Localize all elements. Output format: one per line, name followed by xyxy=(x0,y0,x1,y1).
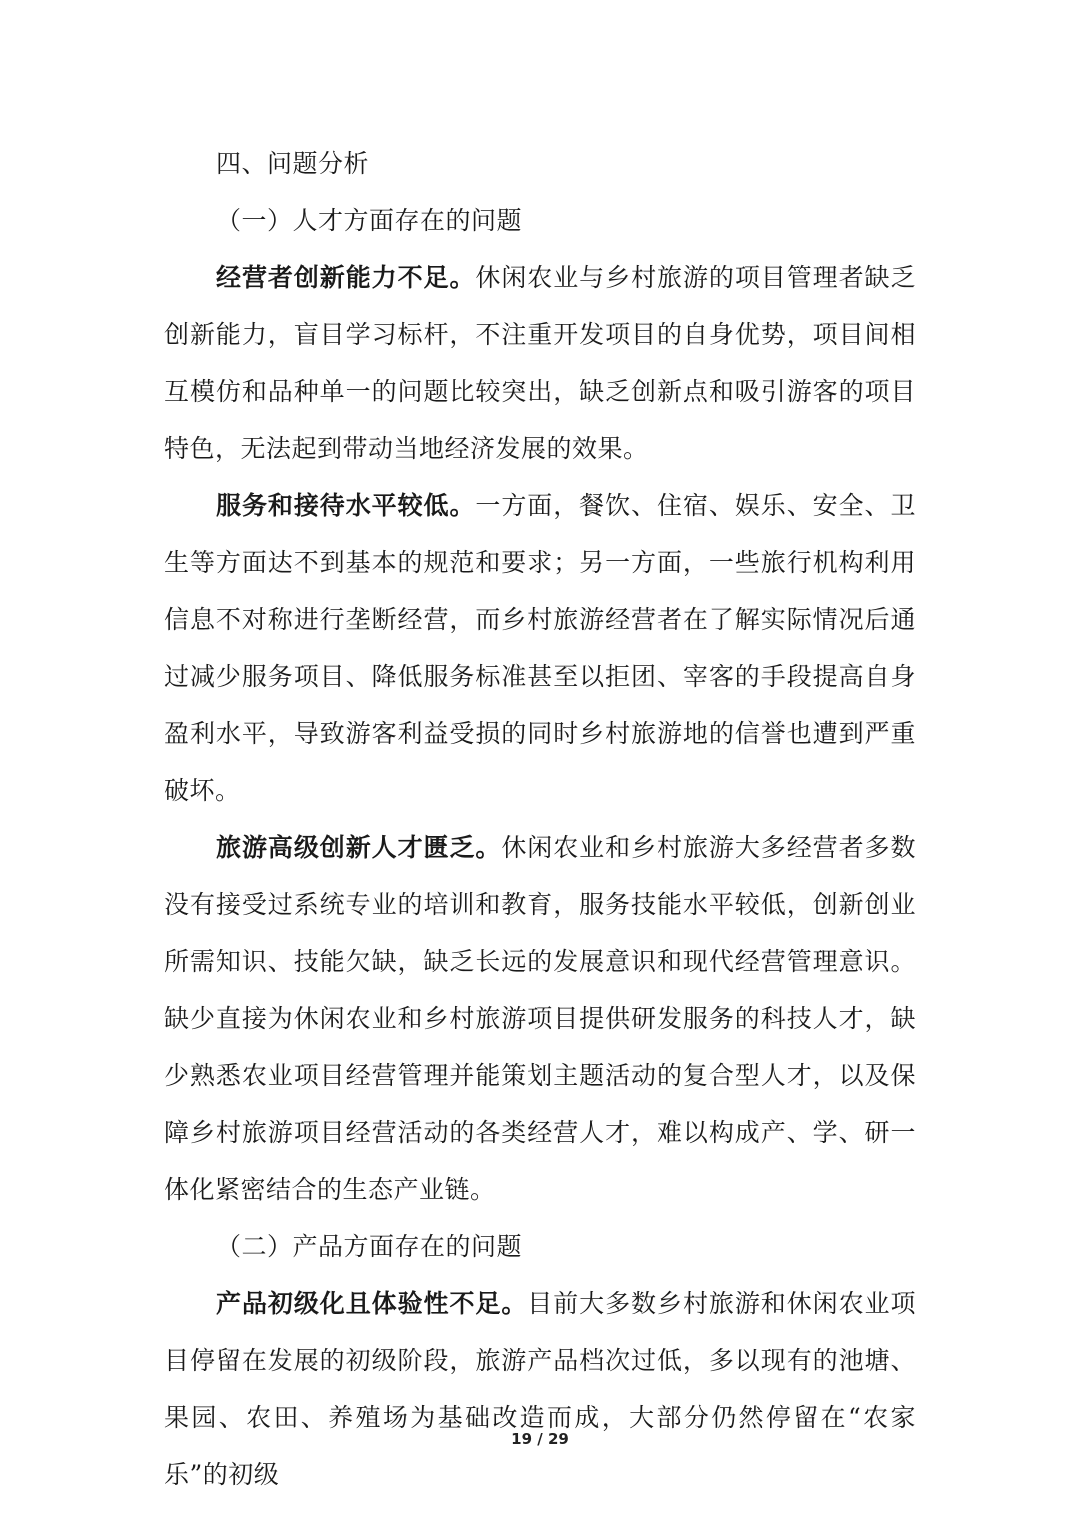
paragraph-product xyxy=(164,1275,916,1503)
paragraph-lead: 旅游高级创新人才匮乏。 xyxy=(216,833,502,862)
paragraph-body: 一方面，餐饮、住宿、娱乐、安全、卫生等方面达不到基本的规范和要求；另一方面，一些旅行机构利用信息不对称进行垄断经营，而乡村旅游经营者在了解实际情况后通过减少服务项目、降低服务标准甚至以拒团、宰客的手段提高自身盈利水平，导致游客利益受损的同时乡村旅游地的信誉也遭到严重破坏。 xyxy=(164,491,916,805)
paragraph-service xyxy=(164,477,916,819)
paragraph-innovation xyxy=(164,249,916,477)
section-heading: 四、问题分析 xyxy=(216,149,370,178)
paragraph-body: 休闲农业与乡村旅游的项目管理者缺乏创新能力，盲目学习标杆，不注重开发项目的自身优势，项目间相互模仿和品种单一的问题比较突出，缺乏创新点和吸引游客的项目特色，无法起到带动当地经济发展的效果。 xyxy=(164,263,916,463)
paragraph-lead: 产品初级化且体验性不足。 xyxy=(216,1289,528,1318)
paragraph-talent-shortage xyxy=(164,819,916,1218)
page-number: 19 / 29 xyxy=(511,1430,569,1448)
paragraph-body: 目前大多数乡村旅游和休闲农业项目停留在发展的初级阶段，旅游产品档次过低，多以现有的池塘、果园、农田、养殖场为基础改造而成，大部分仍然停留在“农家乐”的初级 xyxy=(164,1289,916,1489)
subsection-heading-product: （二）产品方面存在的问题 xyxy=(216,1232,523,1261)
document-page xyxy=(164,135,916,1503)
paragraph-lead: 经营者创新能力不足。 xyxy=(216,263,476,292)
paragraph-body: 休闲农业和乡村旅游大多经营者多数没有接受过系统专业的培训和教育，服务技能水平较低，创新创业所需知识、技能欠缺，缺乏长远的发展意识和现代经营管理意识。缺少直接为休闲农业和乡村旅游项目提供研发服务的科技人才，缺少熟悉农业项目经营管理并能策划主题活动的复合型人才，以及保障乡村旅游项目经营活动的各类经营人才，难以构成产、学、研一体化紧密结合的生态产业链。 xyxy=(164,833,916,1204)
paragraph-lead: 服务和接待水平较低。 xyxy=(216,491,476,520)
subsection-heading-talent: （一）人才方面存在的问题 xyxy=(216,206,523,235)
